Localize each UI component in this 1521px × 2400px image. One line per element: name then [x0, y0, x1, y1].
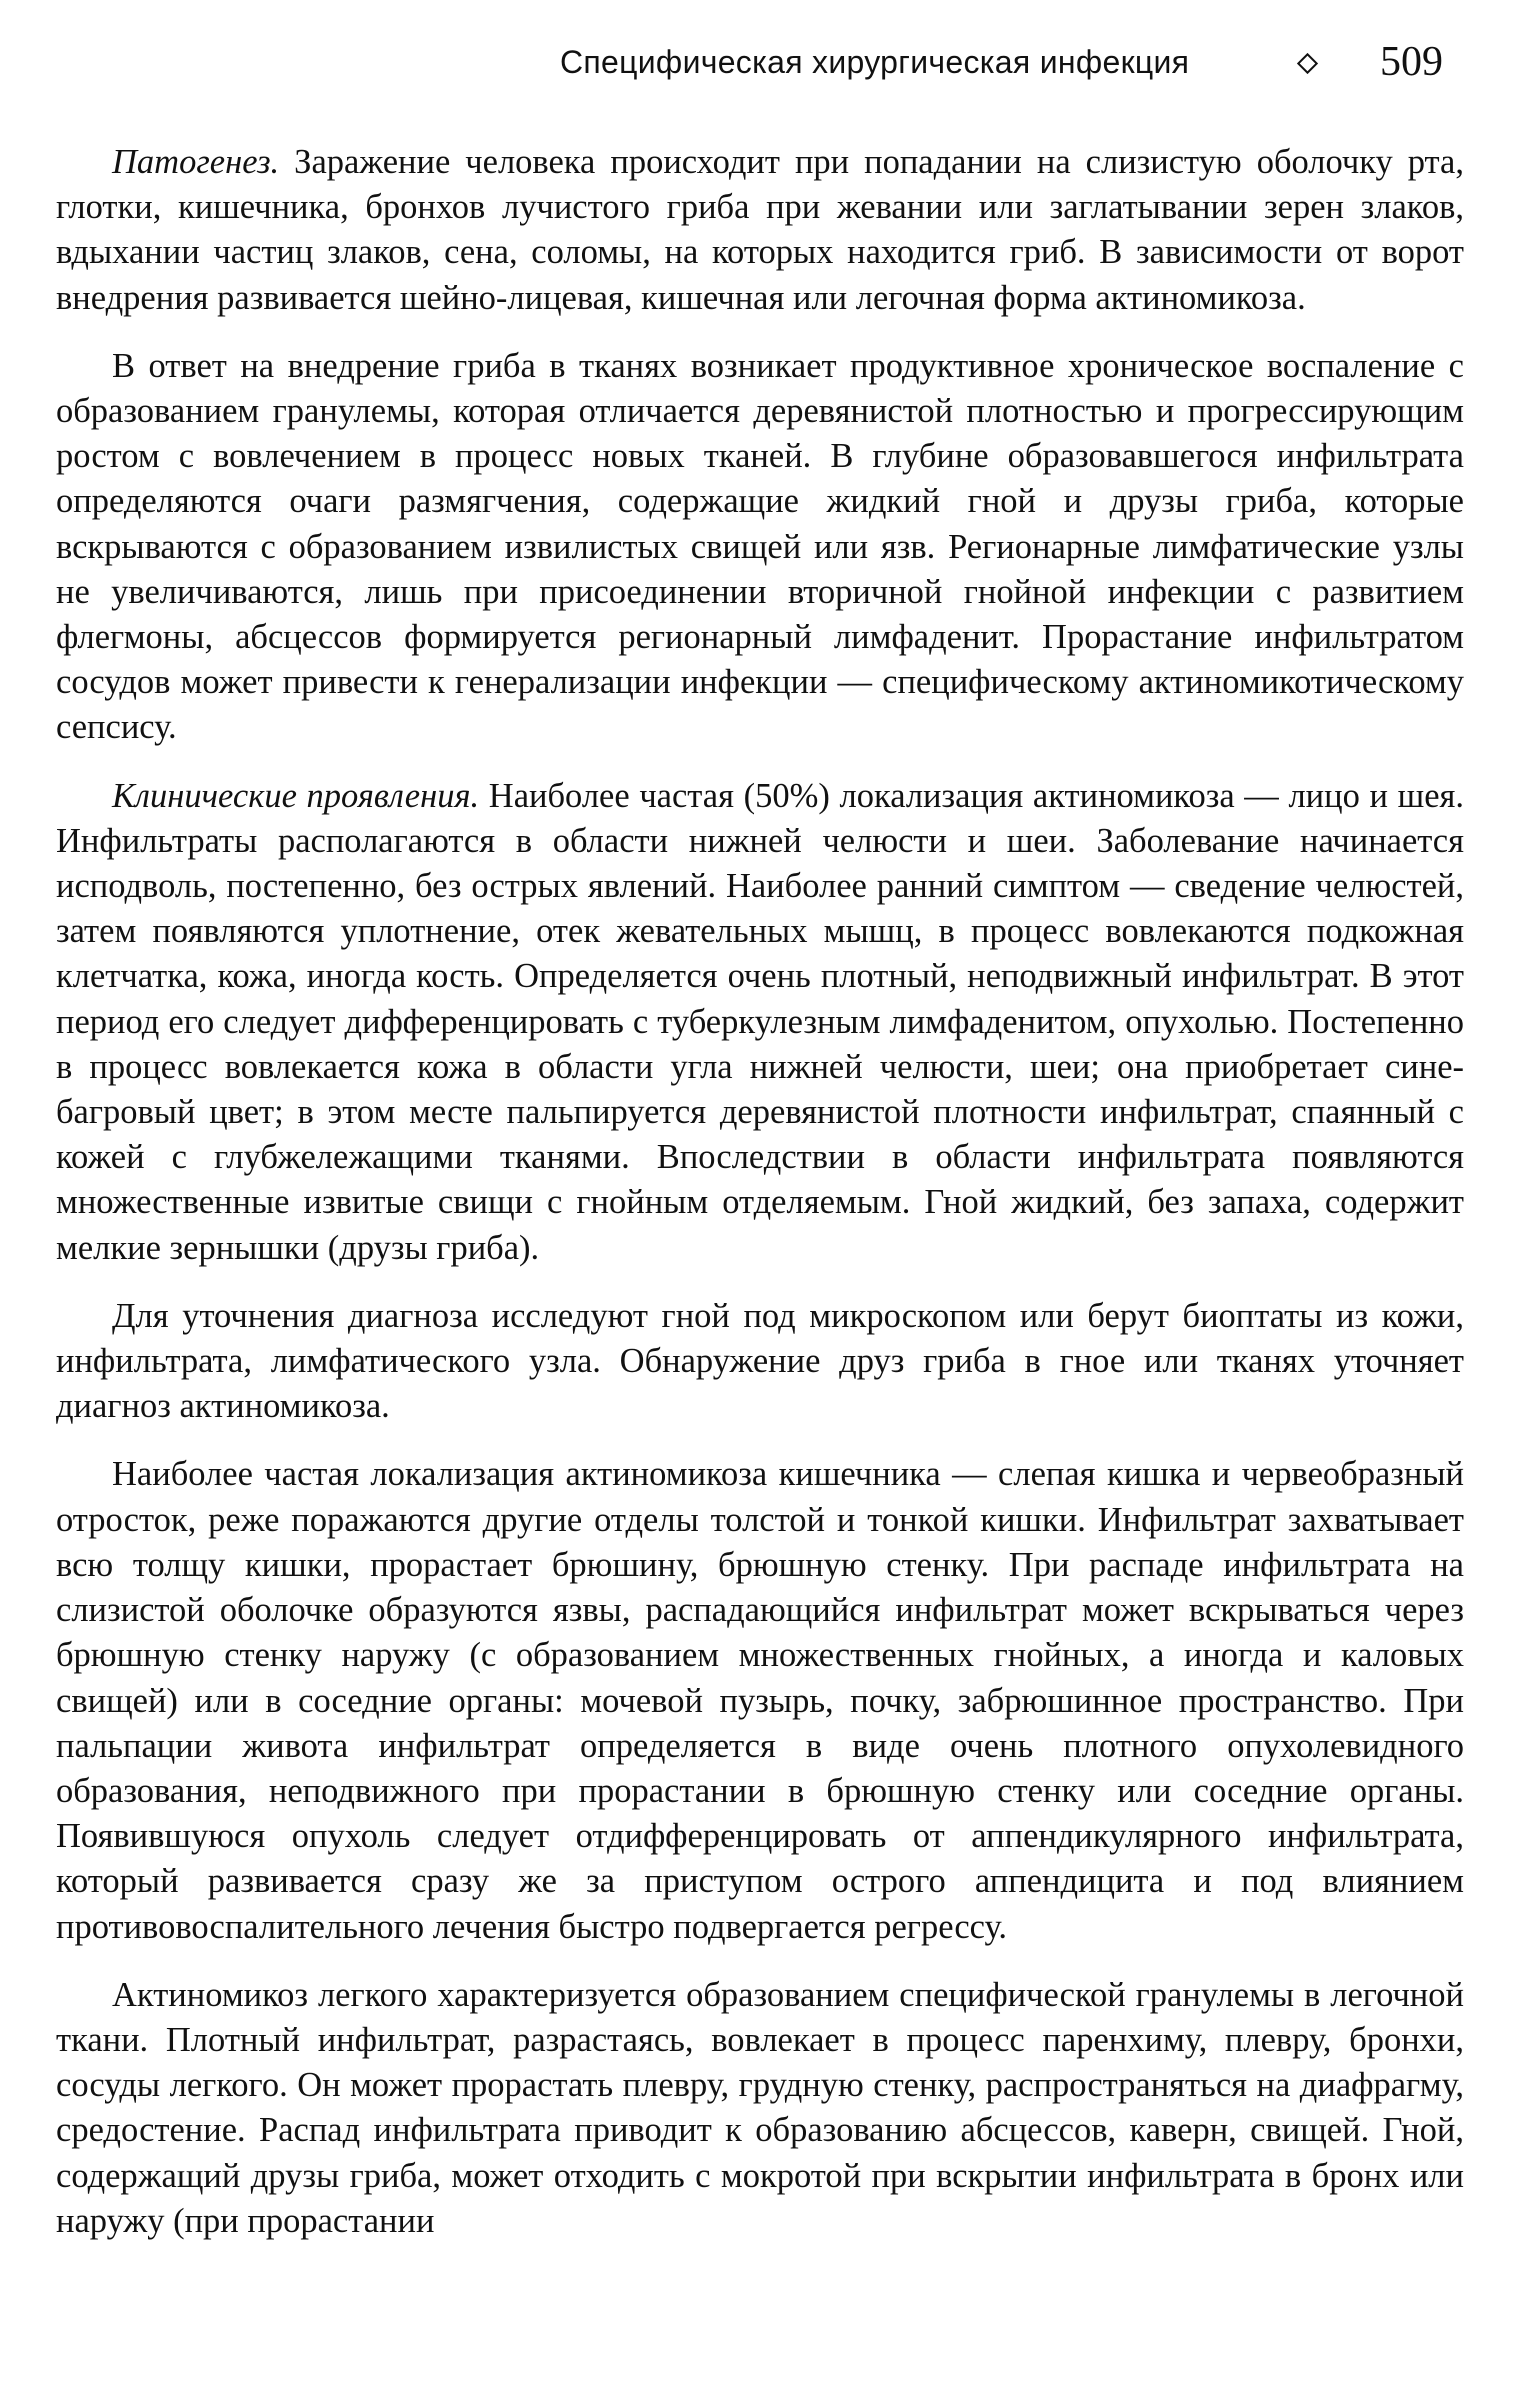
running-head [560, 38, 1460, 88]
paragraph-heading: Клинические проявления. [112, 776, 480, 815]
paragraph-clinical [56, 774, 1464, 1271]
paragraph-diagnosis [56, 1294, 1464, 1430]
paragraph-text: Наиболее частая (50%) локализация актиномикоза — лицо и шея. Инфильтраты располагаются в области нижней челюсти и шеи. Заболевание начинается исподволь, постепенно, без острых явлений. Наиболее ранний симптом — сведение челюстей, затем появляются уплотнение, отек жевательных мышц, в процесс вовлекаются подкожная клетчатка, кожа, иногда кость. Определяется очень плотный, неподвижный инфильтрат. В этот период его следует дифференцировать с туберкулезным лимфаденитом, опухолью. Постепенно в процесс вовлекается кожа в области угла нижней челюсти, шеи; она приобретает сине-багровый цвет; в этом месте пальпируется деревянистой плотности инфильтрат, спаянный с кожей с глубжележащими тканями. Впоследствии в области инфильтрата появляются множественные извитые свищи с гнойным отделяемым. Гной жидкий, без запаха, содержит мелкие зернышки (друзы гриба). [56, 776, 1464, 1267]
page-number: 509 [1380, 39, 1443, 85]
paragraph-inflammation [56, 344, 1464, 751]
paragraph-heading: Патогенез. [112, 143, 280, 181]
body-text [56, 140, 1464, 2244]
paragraph-text: Наиболее частая локализация актиномикоза кишечника — слепая кишка и червеобразный отросток, реже поражаются другие отделы толстой и тонкой кишки. Инфильтрат захватывает всю толщу кишки, прорастает брюшину, брюшную стенку. При распаде инфильтрата на слизистой оболочке образуются язвы, распадающийся инфильтрат может вскрываться через брюшную стенку наружу (с образованием множественных гнойных, а иногда и каловых свищей) или в соседние органы: мочевой пузырь, почку, забрюшинное пространство. При пальпации живота инфильтрат определяется в виде очень плотного опухолевидного образования, неподвижного при прорастании в брюшную стенку или соседние органы. Появившуюся опухоль следует отдифференцировать от аппендикулярного инфильтрата, который развивается сразу же за приступом острого аппендицита и под влиянием противовоспалительного лечения быстро подвергается регрессу. [56, 1455, 1464, 1946]
paragraph-text: Для уточнения диагноза исследуют гной под микроскопом или берут биоптаты из кожи, инфильтрата, лимфатического узла. Обнаружение друз гриба в гное или тканях уточняет диагноз актиномикоза. [56, 1296, 1464, 1426]
diamond-icon [1297, 53, 1318, 74]
paragraph-text: В ответ на внедрение гриба в тканях возникает продуктивное хроническое воспаление с образованием гранулемы, которая отличается деревянистой плотностью и прогрессирующим ростом с вовлечением в процесс новых тканей. В глубине образовавшегося инфильтрата определяются очаги размягчения, содержащие жидкий гной и друзы гриба, которые вскрываются с образованием извилистых свищей или язв. Регионарные лимфатические узлы не увеличиваются, лишь при присоединении вторичной гнойной инфекции с развитием флегмоны, абсцессов формируется регионарный лимфаденит. Прорастание инфильтратом сосудов может привести к генерализации инфекции — специфическому актиномикотическому сепсису. [56, 346, 1464, 747]
running-title: Специфическая хирургическая инфекция [560, 44, 1190, 80]
paragraph-text: Заражение человека происходит при попадании на слизистую оболочку рта, глотки, кишечника, бронхов лучистого гриба при жевании или заглатывании зерен злаков, вдыхании частиц злаков, сена, соломы, на которых находится гриб. В зависимости от ворот внедрения развивается шейно-лицевая, кишечная или легочная форма актиномикоза. [56, 143, 1464, 317]
paragraph-text: Актиномикоз легкого характеризуется образованием специфической гранулемы в легочной ткани. Плотный инфильтрат, разрастаясь, вовлекает в процесс паренхиму, плевру, бронхи, сосуды легкого. Он может прорастать плевру, грудную стенку, распространяться на диафрагму, средостение. Распад инфильтрата приводит к образованию абсцессов, каверн, свищей. Гной, содержащий друзы гриба, может отходить с мокротой при вскрытии инфильтрата в бронх или наружу (при прорастании [56, 1975, 1464, 2240]
paragraph-intestinal [56, 1452, 1464, 1949]
paragraph-pulmonary [56, 1973, 1464, 2244]
paragraph-pathogenesis [56, 140, 1464, 321]
